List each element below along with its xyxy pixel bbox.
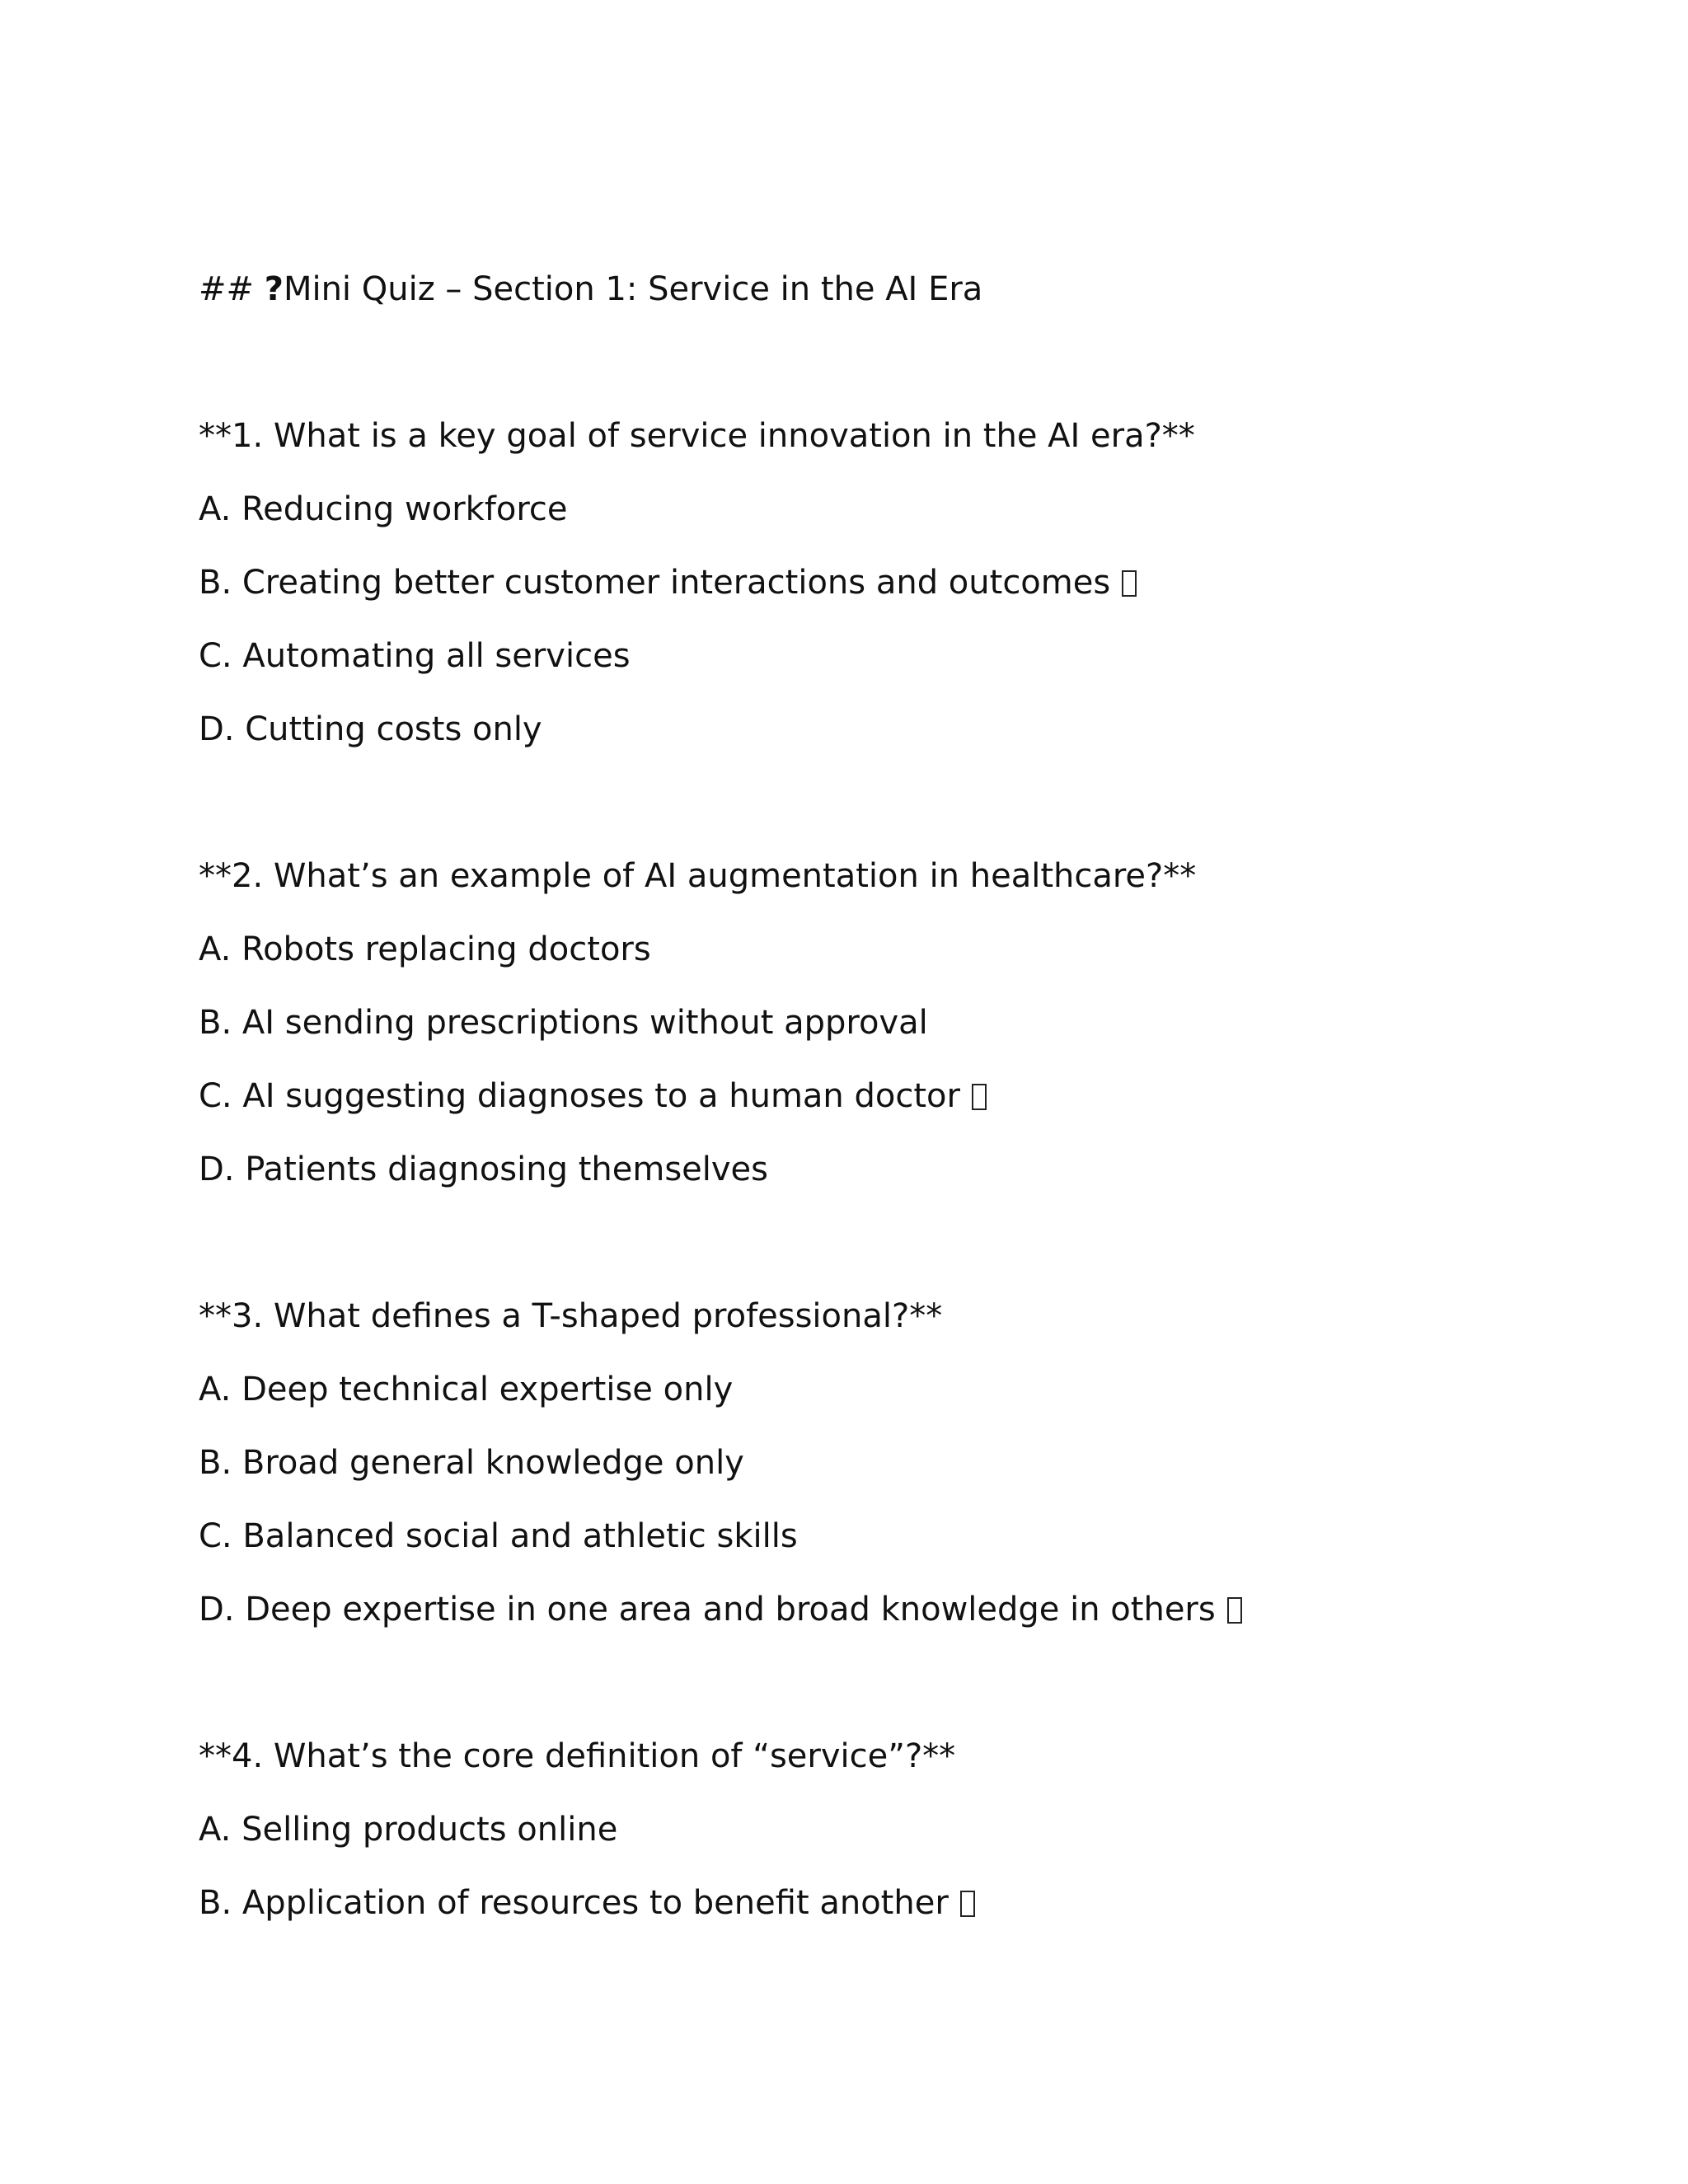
question-2-prompt: **2. What’s an example of AI augmentation in healthcare?**	[199, 857, 1197, 895]
checkmark-icon	[1122, 570, 1137, 597]
heading-title: Mini Quiz – Section 1: Service in the AI Era	[283, 270, 983, 308]
question-3-prompt: **3. What defines a T-shaped professional?**	[199, 1297, 943, 1335]
question-1-option-d: D. Cutting costs only	[199, 710, 542, 748]
checkmark-icon	[1227, 1597, 1242, 1624]
question-1-option-a: A. Reducing workforce	[199, 490, 568, 528]
quiz-content	[199, 269, 1600, 1957]
question-3-option-d: D. Deep expertise in one area and broad knowledge in others	[199, 1590, 1600, 1629]
question-2-option-c: C. AI suggesting diagnoses to a human doctor	[199, 1076, 1600, 1116]
question-2-option-b: B. AI sending prescriptions without approval	[199, 1004, 928, 1042]
quiz-heading	[199, 269, 1600, 309]
question-3-option-c: C. Balanced social and athletic skills	[199, 1517, 798, 1555]
question-2-option-a: A. Robots replacing doctors	[199, 930, 651, 968]
question-2-option-d: D. Patients diagnosing themselves	[199, 1151, 768, 1188]
question-1-option-c: C. Automating all services	[199, 637, 631, 675]
question-3-option-b: B. Broad general knowledge only	[199, 1444, 744, 1482]
heading-marker: ?	[264, 270, 284, 308]
question-3-option-a: A. Deep technical expertise only	[199, 1371, 734, 1408]
question-1-prompt: **1. What is a key goal of service innovation in the AI era?**	[199, 417, 1195, 455]
question-1-option-b: B. Creating better customer interactions and outcomes	[199, 563, 1600, 602]
checkmark-icon	[972, 1084, 987, 1110]
question-4-option-b: B. Application of resources to benefit another	[199, 1883, 1600, 1923]
checkmark-icon	[960, 1891, 975, 1917]
question-4-option-a: A. Selling products online	[199, 1811, 618, 1849]
heading-prefix: ##	[199, 270, 265, 308]
question-4-prompt: **4. What’s the core definition of “service”?**	[199, 1737, 956, 1775]
